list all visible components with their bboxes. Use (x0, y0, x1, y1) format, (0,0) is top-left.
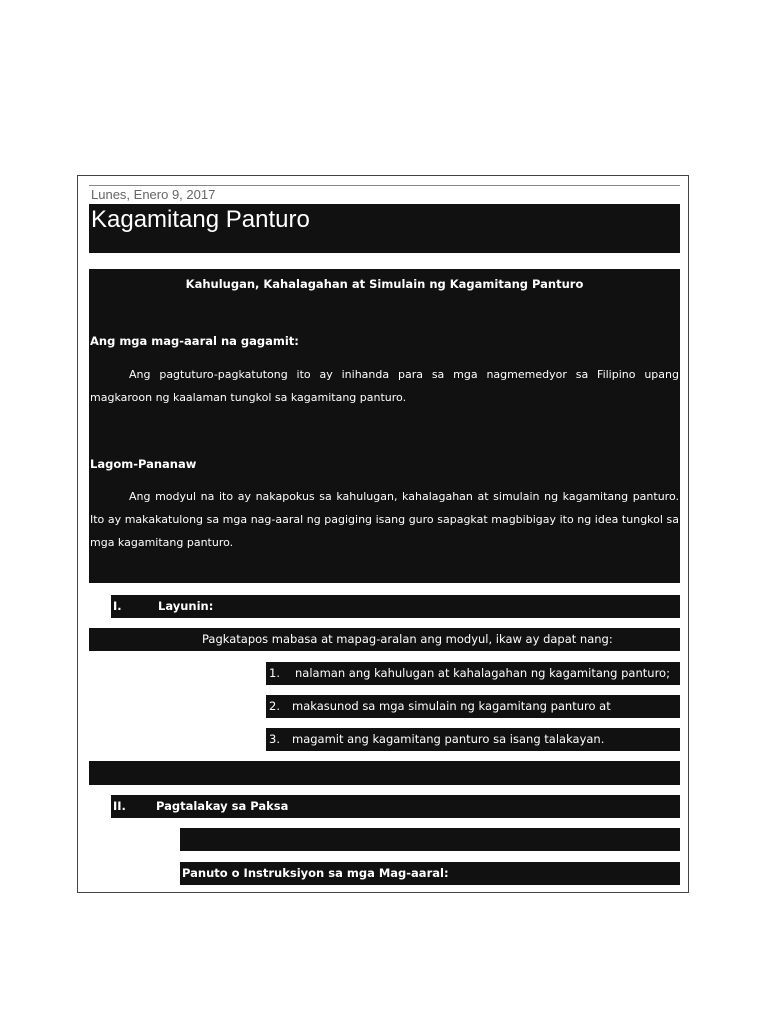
instructions-heading (180, 862, 680, 885)
objectives-lead-text: Pagkatapos mabasa at mapag-aralan ang modyul, ikaw ay dapat nang: (202, 632, 613, 646)
page-title: Kagamitang Panturo (91, 206, 310, 233)
blank-bar (89, 761, 680, 785)
section1-title: Ang mga mag-aaral na gagamit: (90, 334, 299, 348)
section2-body: Ang modyul na ito ay nakapokus sa kahulugan, kahalagahan at simulain ng kagamitang panturo. Ito ay makakatulong sa mga nag-aaral ng pagiging isang guro sapagkat magbibigay ito ng idea tungkol sa mga kagamitang panturo. (90, 490, 679, 549)
intro-heading: Kahulugan, Kahalagahan at Simulain ng Kagamitang Panturo (185, 277, 584, 291)
objective-number: 3. (269, 732, 280, 746)
objective-item (266, 662, 680, 685)
post-date: Lunes, Enero 9, 2017 (91, 187, 216, 202)
instructions-title: Panuto o Instruksiyon sa mga Mag-aaral: (182, 866, 449, 880)
section-i-heading (111, 595, 680, 618)
title-block (89, 204, 680, 253)
section-i-title: Layunin: (158, 599, 214, 613)
objective-item (266, 695, 680, 718)
objective-item (266, 728, 680, 751)
objective-text: magamit ang kagamitang panturo sa isang talakayan. (292, 732, 605, 746)
section-ii-heading (111, 795, 680, 818)
objectives-lead (89, 628, 680, 651)
intro-block (89, 269, 680, 583)
section-ii-title: Pagtalakay sa Paksa (156, 799, 289, 813)
header-rule (89, 185, 680, 186)
objective-text: nalaman ang kahulugan at kahalagahan ng kagamitang panturo; (295, 666, 670, 680)
section-ii-number: II. (113, 799, 126, 813)
objective-number: 2. (269, 699, 280, 713)
blank-bar (180, 828, 680, 851)
objective-text: makasunod sa mga simulain ng kagamitang panturo at (292, 699, 611, 713)
section-i-number: I. (113, 599, 122, 613)
document-frame (77, 175, 689, 893)
section2-title: Lagom-Pananaw (90, 457, 197, 471)
objective-number: 1. (269, 666, 280, 680)
section1-body: Ang pagtuturo-pagkatutong ito ay inihanda para sa mga nagmemedyor sa Filipino upang magkaroon ng kaalaman tungkol sa kagamitang panturo. (90, 368, 679, 404)
